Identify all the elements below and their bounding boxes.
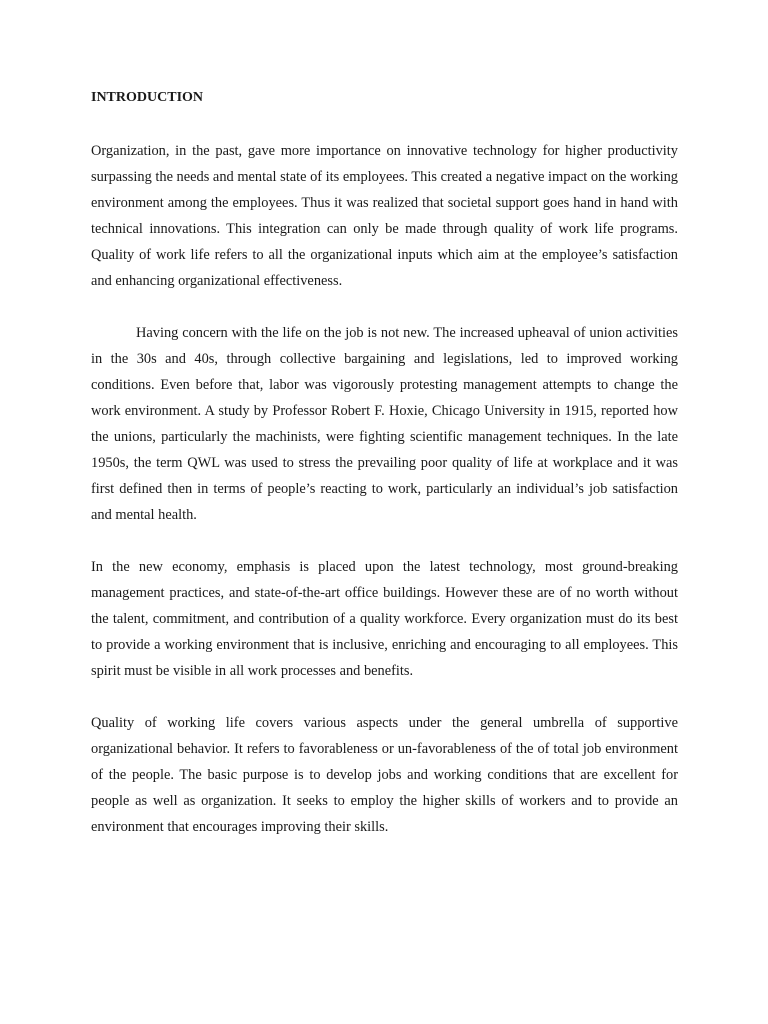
section-heading: INTRODUCTION — [91, 90, 204, 105]
document-body — [91, 84, 678, 866]
paragraph-4: Quality of working life covers various aspects under the general umbrella of supportive organizational behavior. It refers to favorableness or un-favorableness of the of total job environment of the people. The basic purpose is to develop jobs and working conditions that are excellent for people as well as organization. It seeks to employ the higher skills of workers and to provide an environment that encourages improving their skills. — [91, 715, 678, 835]
paragraph-2: Having concern with the life on the job is not new. The increased upheaval of union activities in the 30s and 40s, through collective bargaining and legislations, led to improved working conditions. Even before that, labor was vigorously protesting management attempts to change the work environment. A study by Professor Robert F. Hoxie, Chicago University in 1915, reported how the unions, particularly the machinists, were fighting scientific management techniques. In the late 1950s, the term QWL was used to stress the prevailing poor quality of life at workplace and it was first defined then in terms of people’s reacting to work, particularly an individual’s job satisfaction and mental health. — [91, 325, 678, 523]
paragraph-1: Organization, in the past, gave more importance on innovative technology for higher productivity surpassing the needs and mental state of its employees. This created a negative impact on the working environment among the employees. Thus it was realized that societal support goes hand in hand with technical innovations. This integration can only be made through quality of work life programs. Quality of work life refers to all the organizational inputs which aim at the employee’s satisfaction and enhancing organizational effectiveness. — [91, 143, 678, 289]
paragraph-3: In the new economy, emphasis is placed upon the latest technology, most ground-breaking management practices, and state-of-the-art office buildings. However these are of no worth without the talent, commitment, and contribution of a quality workforce. Every organization must do its best to provide a working environment that is inclusive, enriching and encouraging to all employees. This spirit must be visible in all work processes and benefits. — [91, 559, 678, 679]
